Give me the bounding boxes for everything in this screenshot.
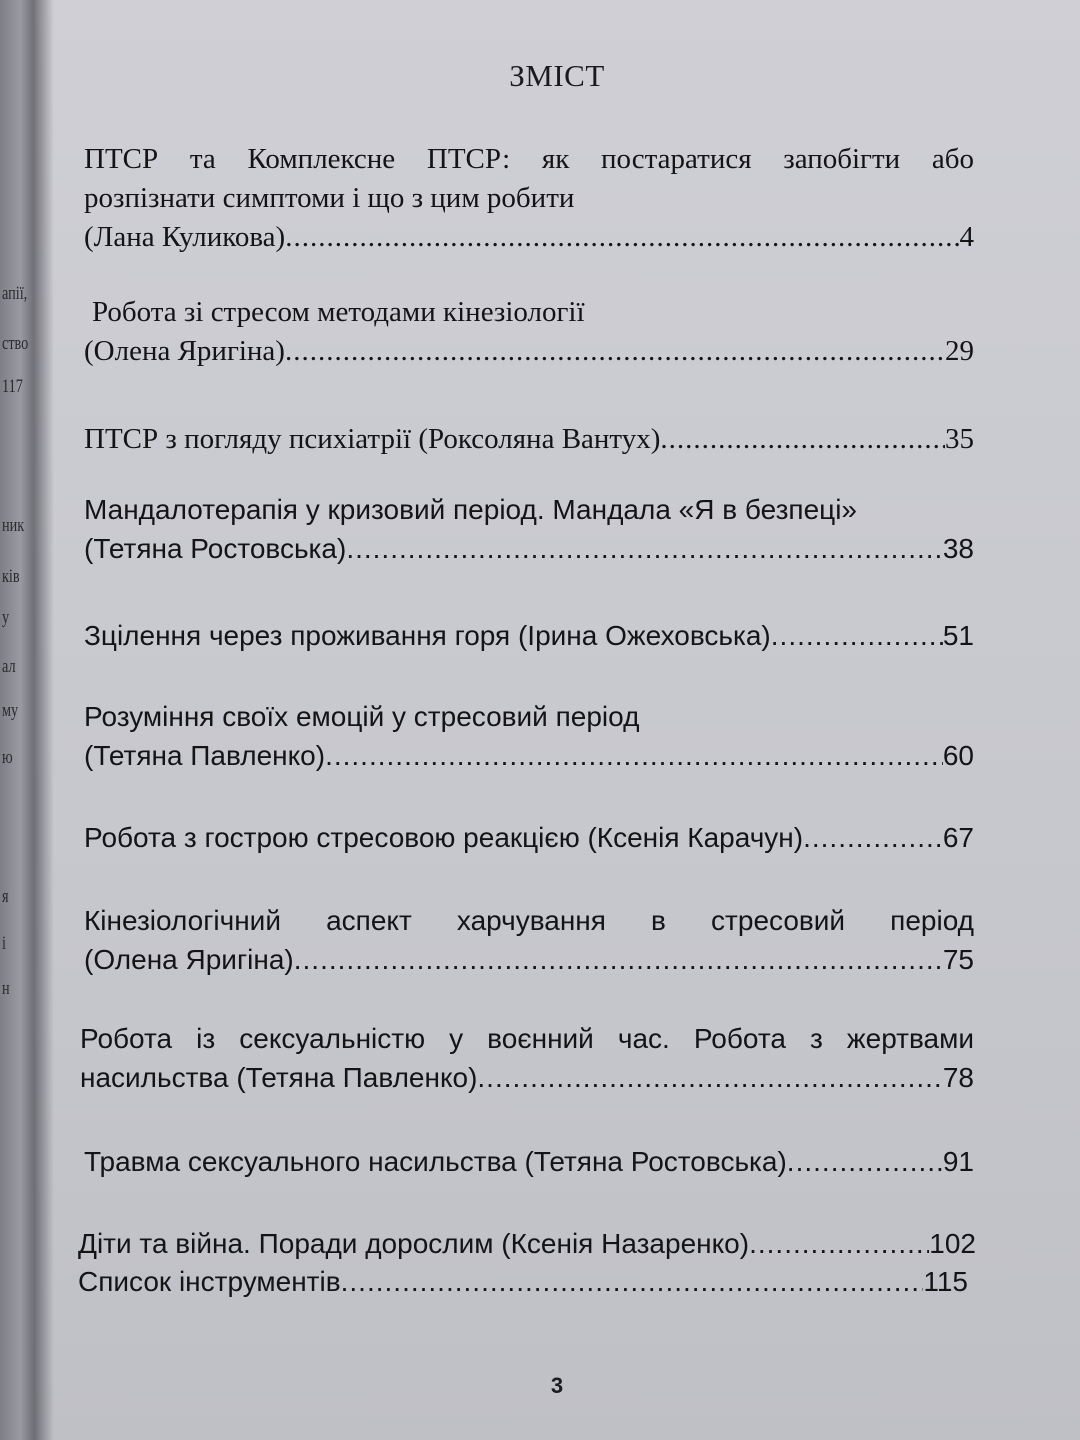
book-page bbox=[34, 0, 1080, 1440]
dot-leader bbox=[803, 818, 943, 857]
toc-entry-title: ПТСР з погляду психіатрії (Роксоляна Вантух) bbox=[84, 423, 661, 455]
toc-entry-page: 67 bbox=[942, 822, 974, 853]
toc-entry-title-line: ПТСР та Комплексне ПТСР: як постаратися запобігти або bbox=[84, 143, 974, 175]
toc-entry-leader bbox=[84, 616, 974, 655]
dot-leader bbox=[346, 529, 943, 568]
toc-entry-leader bbox=[84, 1142, 974, 1181]
adjacent-page-text: н bbox=[2, 978, 10, 999]
toc-entry-leader bbox=[84, 420, 974, 459]
toc-entry bbox=[84, 818, 974, 857]
toc-entry-leader bbox=[84, 218, 974, 257]
toc-entry-page: 38 bbox=[942, 533, 974, 564]
toc-entry-page: 102 bbox=[929, 1228, 976, 1259]
toc-entry-author: (Тетяна Павленко) bbox=[84, 740, 326, 771]
adjacent-page-text: 117 bbox=[2, 376, 23, 397]
dot-leader bbox=[341, 1262, 924, 1301]
dot-leader bbox=[477, 1058, 942, 1097]
dot-leader bbox=[749, 1224, 929, 1263]
adjacent-page-text: ків bbox=[2, 566, 20, 587]
gutter-shadow bbox=[34, 0, 54, 1440]
toc-entry-leader bbox=[84, 332, 974, 371]
toc-entry-title: Список інструментів bbox=[78, 1266, 341, 1297]
toc-entry-title: Травма сексуального насильства (Тетяна Ростовська) bbox=[84, 1146, 787, 1177]
toc-entry bbox=[84, 293, 974, 371]
toc-entry-leader bbox=[84, 736, 974, 775]
toc-entry-page: 60 bbox=[942, 740, 974, 771]
toc-entry-title-line: Робота із сексуальністю у воєнний час. Робота з жертвами bbox=[80, 1023, 974, 1054]
toc-entry-leader bbox=[80, 1058, 974, 1097]
dot-leader bbox=[285, 218, 959, 257]
adjacent-page-text: ю bbox=[2, 747, 13, 768]
toc-entry-page: 51 bbox=[942, 620, 974, 651]
toc-entry bbox=[78, 1262, 968, 1301]
toc-entry bbox=[80, 1019, 974, 1097]
toc-entry-author: (Лана Куликова) bbox=[84, 221, 286, 253]
dot-leader bbox=[294, 940, 943, 979]
toc-entry bbox=[84, 1142, 974, 1181]
toc-entry-title-line: Розуміння своїх емоцій у стресовий період bbox=[84, 701, 640, 732]
toc-entry bbox=[84, 420, 974, 459]
toc-entry-title-line: Робота зі стресом методами кінезіології bbox=[92, 296, 585, 328]
toc-entry-title-line: розпізнати симптоми і що з цим робити bbox=[84, 182, 575, 214]
toc-entry-leader bbox=[78, 1224, 976, 1263]
toc-entry-page: 78 bbox=[942, 1062, 974, 1093]
adjacent-page-text: ал bbox=[2, 656, 16, 677]
toc-entry-page: 35 bbox=[945, 423, 974, 455]
toc-entry-page: 91 bbox=[942, 1146, 974, 1177]
adjacent-page-text: му bbox=[2, 700, 19, 721]
toc-entry-page: 115 bbox=[923, 1266, 968, 1297]
dot-leader bbox=[285, 332, 945, 371]
toc-entry-author: (Тетяна Ростовська) bbox=[84, 533, 347, 564]
toc-entry-title: Зцілення через проживання горя (Ірина Ожеховська) bbox=[84, 620, 771, 651]
dot-leader bbox=[771, 616, 943, 655]
toc-entry bbox=[78, 1224, 976, 1263]
toc-entry-leader bbox=[78, 1262, 968, 1301]
dot-leader bbox=[787, 1142, 943, 1181]
toc-entry bbox=[84, 140, 974, 257]
adjacent-page-text: у bbox=[2, 607, 10, 628]
toc-entry-page: 4 bbox=[959, 221, 974, 253]
toc-entry-title-line: Кінезіологічний аспект харчування в стресовий період bbox=[84, 905, 974, 936]
adjacent-page-text: ство bbox=[2, 333, 29, 354]
toc-entry-author: (Олена Яригіна) bbox=[84, 335, 285, 367]
toc-entry-page: 29 bbox=[945, 335, 974, 367]
adjacent-page-text: апії, bbox=[2, 283, 28, 304]
page-number: 3 bbox=[550, 1373, 564, 1398]
adjacent-page-text: я bbox=[2, 886, 9, 907]
toc-entry-page: 75 bbox=[942, 944, 974, 975]
toc-entry bbox=[84, 901, 974, 979]
adjacent-page-text: і bbox=[2, 933, 6, 954]
adjacent-page-text: ник bbox=[2, 515, 25, 536]
toc-entry-title: Діти та війна. Поради дорослим (Ксенія Назаренко) bbox=[78, 1228, 750, 1259]
toc-entry-leader bbox=[84, 818, 974, 857]
toc-entry-title: Робота з гострою стресовою реакцією (Ксенія Карачун) bbox=[84, 822, 804, 853]
toc-entry-leader bbox=[84, 940, 974, 979]
toc-entry-author: (Олена Яригіна) bbox=[84, 944, 294, 975]
dot-leader bbox=[325, 736, 943, 775]
toc-entry bbox=[84, 697, 974, 775]
adjacent-page-edge bbox=[0, 0, 34, 1440]
toc-entry-leader bbox=[84, 529, 974, 568]
toc-entry bbox=[84, 616, 974, 655]
toc-entry-title-line: Мандалотерапія у кризовий період. Мандала «Я в безпеці» bbox=[84, 494, 857, 525]
page-title: ЗМІСТ bbox=[509, 58, 605, 93]
toc-entry-author: насильства (Тетяна Павленко) bbox=[80, 1062, 478, 1093]
toc-entry bbox=[84, 490, 974, 568]
dot-leader bbox=[660, 420, 945, 459]
